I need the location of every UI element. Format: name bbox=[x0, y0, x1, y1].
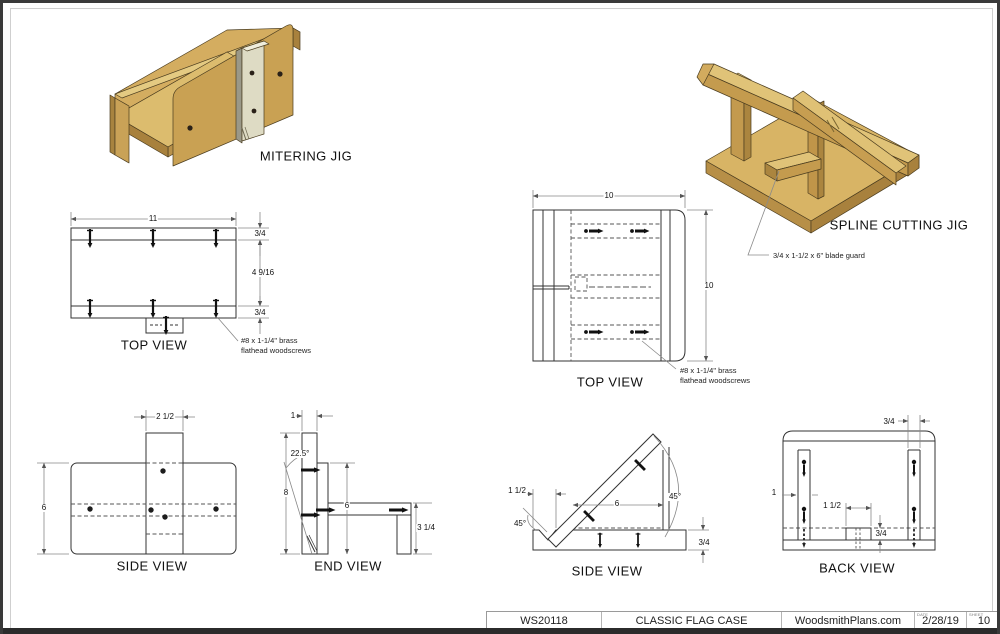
dim-miter-end-leg: 3 1/4 bbox=[417, 523, 435, 532]
plan-title-text: CLASSIC FLAG CASE bbox=[635, 615, 748, 627]
date-text: 2/28/19 bbox=[922, 615, 959, 627]
blade-guard-callout: 3/4 x 1-1/2 x 6" blade guard bbox=[773, 251, 865, 260]
miter-top-view bbox=[71, 212, 269, 341]
dim-miter-side-fence: 2 1/2 bbox=[156, 412, 174, 421]
dim-miter-top-front: 3/4 bbox=[254, 229, 266, 238]
sheet-label: SHEET bbox=[969, 612, 984, 617]
dim-miter-top-middle: 4 9/16 bbox=[251, 268, 275, 277]
dim-spline-side-angle-right: 45° bbox=[668, 492, 682, 501]
dim-spline-side-fence: 6 bbox=[614, 499, 620, 508]
callout-line2: flathead woodscrews bbox=[241, 346, 312, 356]
dim-miter-end-angle: 22.5° bbox=[290, 449, 310, 458]
miter-screw-callout bbox=[241, 336, 311, 356]
dim-miter-end-inner: 6 bbox=[344, 501, 350, 510]
spline-side-view-label: SIDE VIEW bbox=[571, 563, 643, 579]
dim-miter-top-back: 3/4 bbox=[254, 308, 266, 317]
dim-miter-side-height: 6 bbox=[41, 503, 47, 512]
dim-spline-top-depth: 10 bbox=[704, 281, 714, 290]
company-text: WoodsmithPlans.com bbox=[794, 615, 902, 627]
dim-spline-back-slot: 1 1/2 bbox=[823, 501, 841, 510]
dim-spline-side-angle-left: 45° bbox=[513, 519, 527, 528]
sheet-bottom-border bbox=[3, 628, 1000, 634]
callout-line1: #8 x 1-1/4" brass bbox=[241, 336, 298, 345]
spline-back-view-label: BACK VIEW bbox=[819, 560, 895, 576]
spline-screw-callout bbox=[680, 366, 750, 386]
callout-line1: #8 x 1-1/4" brass bbox=[680, 366, 737, 375]
dim-spline-top-width: 10 bbox=[604, 191, 614, 200]
sheet-number-text: 10 bbox=[977, 615, 991, 627]
miter-end-view-label: END VIEW bbox=[314, 558, 382, 574]
mitering-jig-illustration bbox=[110, 25, 300, 166]
spline-jig-illustration bbox=[697, 64, 919, 233]
miter-side-view-label: SIDE VIEW bbox=[116, 558, 188, 574]
dim-miter-end-thickness: 1 bbox=[290, 411, 296, 420]
dim-spline-back-cleat: 1 bbox=[771, 488, 777, 497]
drawing-canvas bbox=[3, 3, 1000, 634]
dim-spline-side-notch: 1 1/2 bbox=[508, 486, 526, 495]
mitering-jig-label: MITERING JIG bbox=[259, 148, 353, 164]
miter-side-view bbox=[37, 410, 236, 554]
dim-spline-side-base: 3/4 bbox=[698, 538, 710, 547]
spline-top-view-label: TOP VIEW bbox=[576, 374, 644, 390]
dim-spline-back-base: 3/4 bbox=[875, 529, 887, 538]
callout-line2: flathead woodscrews bbox=[680, 376, 751, 386]
dim-spline-back-cleat-w: 3/4 bbox=[883, 417, 895, 426]
miter-end-view bbox=[280, 410, 432, 554]
doc-number-text: WS20118 bbox=[520, 615, 568, 627]
date-label: DATE bbox=[917, 612, 929, 617]
miter-top-view-label: TOP VIEW bbox=[120, 337, 188, 353]
dim-miter-top-width: 11 bbox=[148, 214, 158, 223]
spline-jig-label: SPLINE CUTTING JIG bbox=[829, 217, 969, 233]
spline-top-view bbox=[533, 190, 713, 369]
spline-back-view bbox=[782, 415, 935, 553]
dim-miter-end-height: 8 bbox=[283, 488, 289, 497]
